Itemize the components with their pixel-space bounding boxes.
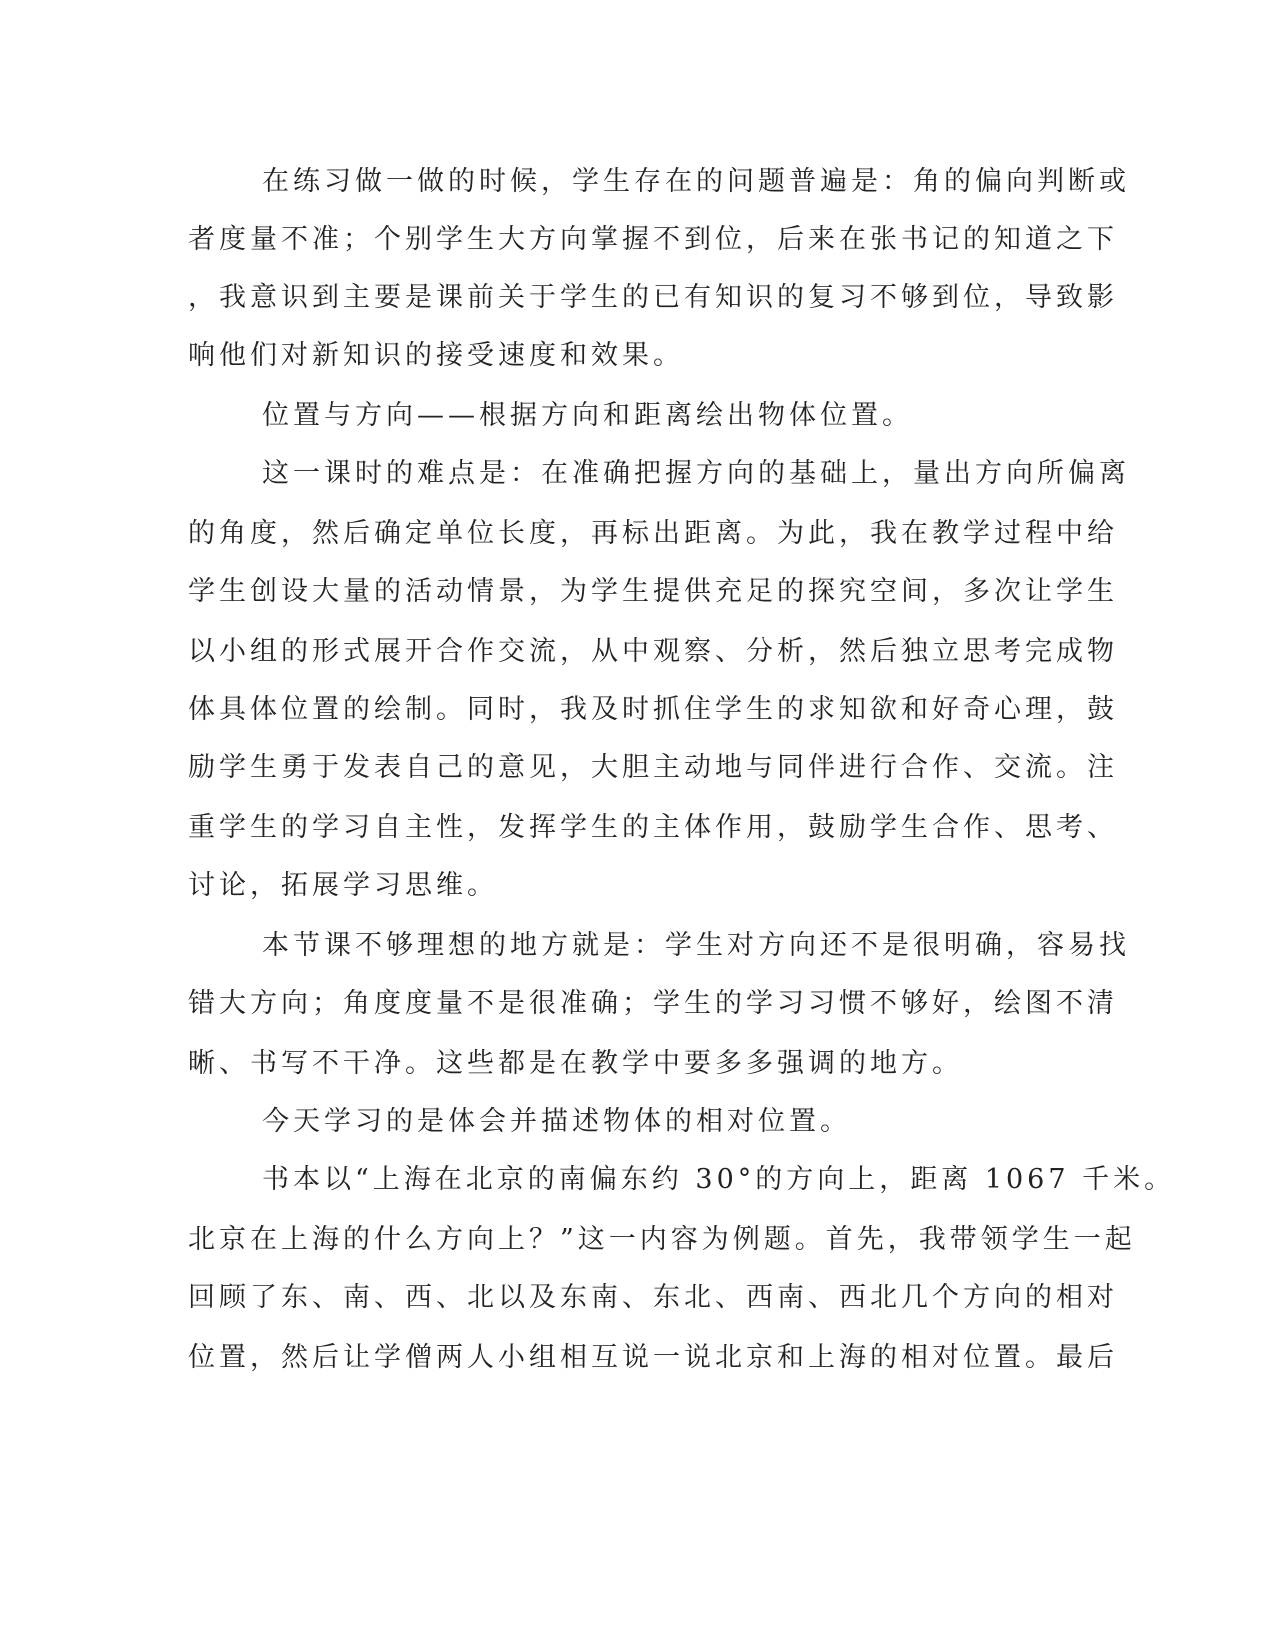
text-line: 响他们对新知识的接受速度和效果。	[188, 340, 684, 371]
text-line: 励学生勇于发表自己的意见，大胆主动地与同伴进行合作、交流。注	[188, 752, 1118, 783]
text-line: 体具体位置的绘制。同时，我及时抓住学生的求知欲和好奇心理，鼓	[188, 694, 1118, 725]
text-line: 在练习做一做的时候，学生存在的问题普遍是：角的偏向判断或	[262, 166, 1130, 197]
text-line: 北京在上海的什么方向上？”这一内容为例题。首先，我带领学生一起	[188, 1224, 1136, 1255]
text-line: 学生创设大量的活动情景，为学生提供充足的探究空间，多次让学生	[188, 576, 1118, 607]
text-line: ，我意识到主要是课前关于学生的已有知识的复习不够到位，导致影	[188, 282, 1118, 313]
text-line: 以小组的形式展开合作交流，从中观察、分析，然后独立思考完成物	[188, 636, 1118, 667]
text-line: 的角度，然后确定单位长度，再标出距离。为此，我在教学过程中给	[188, 518, 1118, 549]
text-line: 这一课时的难点是：在准确把握方向的基础上，量出方向所偏离	[262, 458, 1130, 489]
text-line: 位置，然后让学僧两人小组相互说一说北京和上海的相对位置。最后	[188, 1342, 1118, 1373]
text-line: 晰、书写不干净。这些都是在教学中要多多强调的地方。	[188, 1048, 963, 1079]
text-line: 讨论，拓展学习思维。	[188, 870, 498, 901]
text-line: 回顾了东、南、西、北以及东南、东北、西南、西北几个方向的相对	[188, 1282, 1118, 1313]
text-line: 书本以“上海在北京的南偏东约 30°的方向上，距离 1067 千米。	[262, 1164, 1176, 1195]
text-line: 今天学习的是体会并描述物体的相对位置。	[262, 1106, 851, 1137]
text-line: 重学生的学习自主性，发挥学生的主体作用，鼓励学生合作、思考、	[188, 812, 1118, 843]
text-line: 错大方向；角度度量不是很准确；学生的学习习惯不够好，绘图不清	[188, 988, 1118, 1019]
text-line: 位置与方向——根据方向和距离绘出物体位置。	[262, 400, 913, 431]
text-line: 者度量不准；个别学生大方向掌握不到位，后来在张书记的知道之下	[188, 224, 1118, 255]
text-line: 本节课不够理想的地方就是：学生对方向还不是很明确，容易找	[262, 930, 1130, 961]
